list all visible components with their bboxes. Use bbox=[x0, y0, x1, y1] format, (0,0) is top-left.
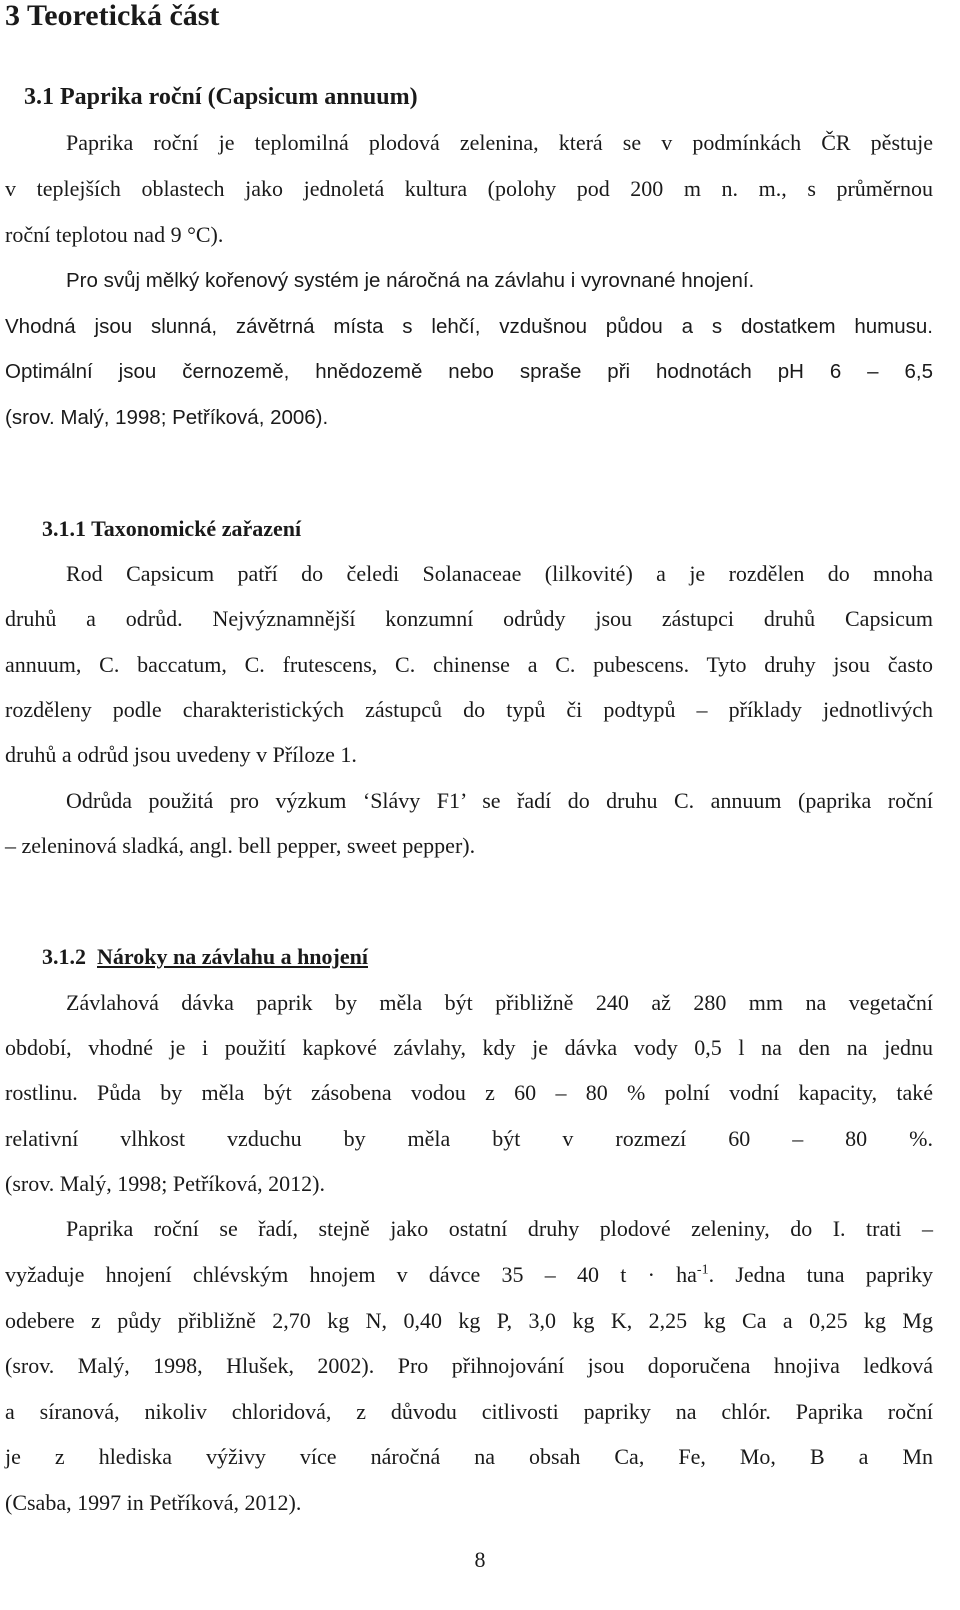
text-line: Odrůda použitá pro výzkum ‘Slávy F1’ se řadí do druhu C. annuum (paprika roční bbox=[66, 788, 933, 813]
text-line: Paprika roční je teplomilná plodová zelenina, která se v podmínkách ČR pěstuje bbox=[66, 130, 933, 155]
text-line: (Csaba, 1997 in Petříková, 2012). bbox=[5, 1490, 302, 1515]
text-span: . Jedna tuna papriky bbox=[708, 1262, 934, 1287]
text-line: Optimální jsou černozemě, hnědozemě nebo spraše při hodnotách pH 6 – 6,5 bbox=[5, 360, 933, 383]
subsection-number: 3.1.2 bbox=[42, 944, 86, 969]
text-line: Paprika roční se řadí, stejně jako ostatní druhy plodové zeleniny, do I. trati – bbox=[66, 1216, 933, 1241]
subsection-heading bbox=[42, 942, 368, 972]
text-line: v teplejších oblastech jako jednoletá kultura (polohy pod 200 m n. m., s průměrnou bbox=[5, 176, 933, 201]
text-line: (srov. Malý, 1998; Petříková, 2006). bbox=[5, 406, 329, 429]
text-line: období, vhodné je i použití kapkové závlahy, kdy je dávka vody 0,5 l na den na jednu bbox=[5, 1035, 933, 1060]
text-line: je z hlediska výživy více náročná na obsah Ca, Fe, Mo, B a Mn bbox=[5, 1444, 933, 1469]
text-line: – zeleninová sladká, angl. bell pepper, sweet pepper). bbox=[5, 833, 476, 858]
text-line: druhů a odrůd. Nejvýznamnější konzumní odrůdy jsou zástupci druhů Capsicum bbox=[5, 606, 933, 631]
chapter-heading: 3 Teoretická část bbox=[5, 0, 220, 32]
subsection-heading: 3.1.1 Taxonomické zařazení bbox=[42, 516, 302, 541]
text-line: druhů a odrůd jsou uvedeny v Příloze 1. bbox=[5, 742, 357, 767]
text-line: (srov. Malý, 1998; Petříková, 2012). bbox=[5, 1171, 325, 1196]
text-line: annuum, C. baccatum, C. frutescens, C. chinense a C. pubescens. Tyto druhy jsou často bbox=[5, 652, 933, 677]
text-line: Pro svůj mělký kořenový systém je náročná na závlahu i vyrovnané hnojení. bbox=[66, 269, 755, 292]
text-line: roční teplotou nad 9 °C). bbox=[5, 222, 224, 247]
superscript: -1 bbox=[696, 1262, 709, 1278]
text-line: Závlahová dávka paprik by měla být přibližně 240 až 280 mm na vegetační bbox=[66, 990, 933, 1015]
text-line: Vhodná jsou slunná, závětrná místa s lehčí, vzdušnou půdou a s dostatkem humusu. bbox=[5, 315, 933, 338]
text-line: rostlinu. Půda by měla být zásobena vodou z 60 – 80 % polní vodní kapacity, také bbox=[5, 1080, 933, 1105]
page-number: 8 bbox=[474, 1547, 486, 1572]
text-line: Rod Capsicum patří do čeledi Solanaceae (lilkovité) a je rozdělen do mnoha bbox=[66, 561, 933, 586]
text-span: vyžaduje hnojení chlévským hnojem v dávce 35 – 40 t · ha bbox=[5, 1262, 697, 1287]
section-heading: 3.1 Paprika roční (Capsicum annuum) bbox=[24, 84, 418, 110]
text-line: relativní vlhkost vzduchu by měla být v rozmezí 60 – 80 %. bbox=[5, 1126, 933, 1151]
text-line bbox=[5, 1260, 933, 1290]
text-line: a síranová, nikoliv chloridová, z důvodu citlivosti papriky na chlór. Paprika roční bbox=[5, 1399, 933, 1424]
text-line: rozděleny podle charakteristických zástupců do typů či podtypů – příklady jednotlivých bbox=[5, 697, 933, 722]
text-line: odebere z půdy přibližně 2,70 kg N, 0,40 kg P, 3,0 kg K, 2,25 kg Ca a 0,25 kg Mg bbox=[5, 1308, 933, 1333]
text-line: (srov. Malý, 1998, Hlušek, 2002). Pro přihnojování jsou doporučena hnojiva ledková bbox=[5, 1353, 933, 1378]
subsection-title: Nároky na závlahu a hnojení bbox=[97, 944, 368, 969]
